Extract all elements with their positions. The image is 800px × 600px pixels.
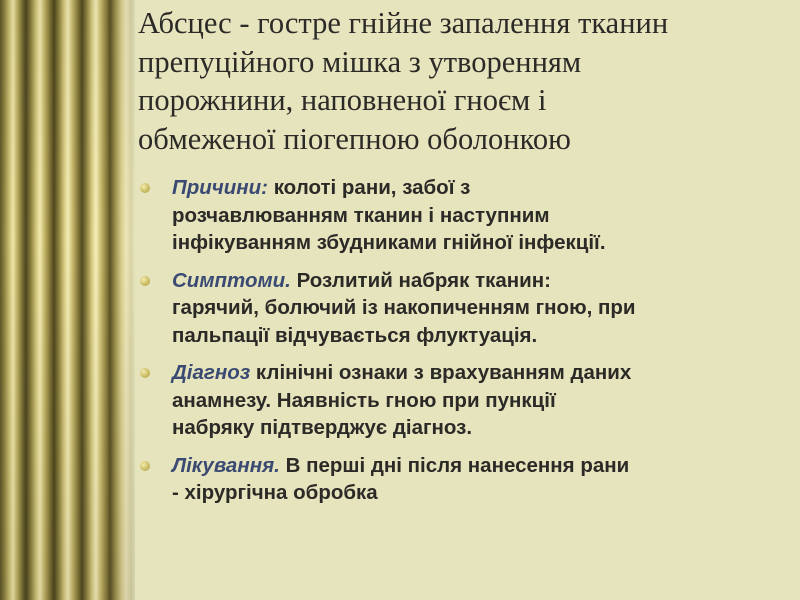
bullet-line (172, 452, 788, 480)
bullet-term: Причини: (172, 176, 268, 199)
bullet-text: В перші дні після нанесення рани (279, 453, 630, 477)
bullet-causes (138, 174, 788, 257)
slide-title (138, 4, 788, 158)
title-line: порожнини, наповненої гноєм і (138, 83, 547, 117)
bullet-line: набряку підтверджує діагноз. (172, 416, 473, 439)
bullet-line: пальпації відчувається флуктуація. (172, 323, 538, 347)
bullet-text: колоті рани, забої з (268, 176, 471, 199)
bullet-list (138, 174, 788, 517)
title-line: обмеженої піогепною оболонкою (138, 121, 571, 156)
bullet-term: Симптоми. (172, 268, 291, 292)
bullet-dot-icon (140, 183, 150, 193)
bullet-line (172, 267, 788, 295)
bullet-line: анамнезу. Наявність гною при пункції (172, 388, 556, 412)
title-line: препуційного мішка з утворенням (138, 44, 582, 79)
bullet-line: - хірургічна обробка (172, 481, 378, 504)
bullet-line (172, 359, 788, 387)
bullet-line: розчавлюванням тканин і наступним (172, 203, 550, 227)
bullet-line: гарячий, болючий із накопиченням гною, при (172, 296, 636, 319)
bullet-term: Діагноз (172, 361, 251, 384)
bullet-term: Лікування. (172, 453, 280, 477)
bullet-text: клінічні ознаки з врахуванням даних (250, 361, 632, 384)
bullet-dot-icon (140, 368, 150, 378)
bullet-dot-icon (140, 461, 150, 471)
bullet-diagnosis (138, 359, 788, 442)
bullet-text: Розлитий набряк тканин: (290, 268, 551, 292)
bullet-dot-icon (140, 276, 150, 286)
title-line: Абсцес - гостре гнійне запалення тканин (138, 6, 669, 40)
bullet-line (172, 174, 788, 202)
bullet-symptoms (138, 267, 788, 350)
bullet-treatment (138, 452, 788, 507)
bullet-line: інфікуванням збудниками гнійної інфекції. (172, 231, 606, 254)
border-shade (0, 0, 135, 600)
